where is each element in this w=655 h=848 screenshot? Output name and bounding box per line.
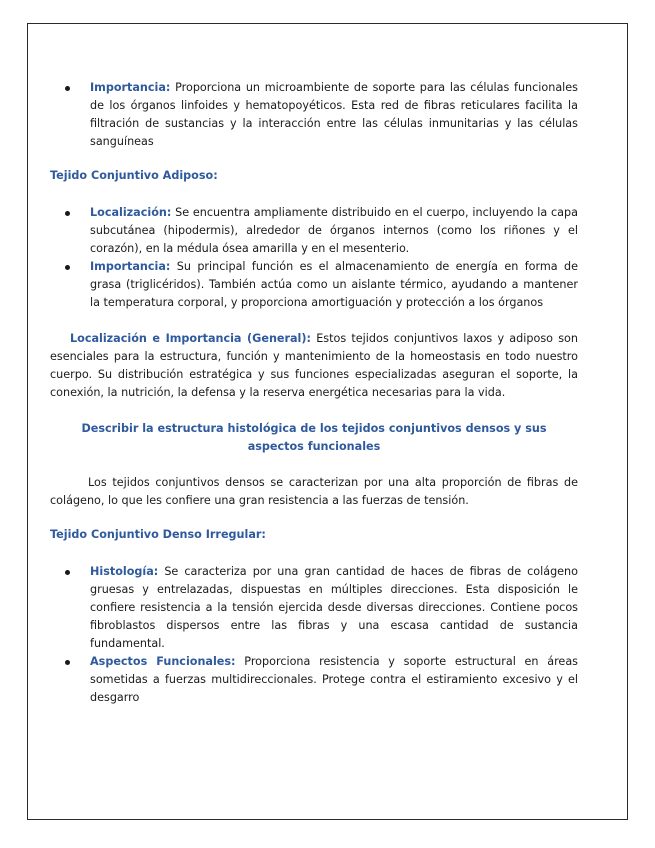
section-title-line: aspectos funcionales xyxy=(247,440,381,453)
bullet-icon xyxy=(65,265,70,270)
general-label: Localización e Importancia (General): xyxy=(70,332,311,345)
adiposo-heading: Tejido Conjuntivo Adiposo: xyxy=(50,169,218,182)
general-text: Estos tejidos conjuntivos laxos y adiposo son esenciales para la estructura, función y mantenimiento de la homeostasis en todo nuestro cuerpo. Su distribución estratégica y sus funciones especializadas aseguran el soporte, la conexión, la nutrición, la defensa y la reserva energética necesarias para la vida. xyxy=(50,332,578,399)
bullet-icon xyxy=(65,570,70,575)
section-title xyxy=(50,420,578,456)
denso-heading: Tejido Conjuntivo Denso Irregular: xyxy=(50,528,266,541)
section-title-line: Describir la estructura histológica de los tejidos conjuntivos densos y sus xyxy=(81,422,547,435)
item-text: Se caracteriza por una gran cantidad de haces de fibras de colágeno gruesas y entrelazadas, dispuestas en múltiples direcciones. Esta disposición le confiere resistencia a la tensión ejercida desde diversas direcciones. Contiene pocos fibroblastos dispersos entre las fibras y una escasa cantidad de sustancia fundamental. xyxy=(90,565,578,650)
item-text: Su principal función es el almacenamiento de energía en forma de grasa (triglicéridos). También actúa como un aislante térmico, ayudando a mantener la temperatura corporal, y proporciona amortiguación y protección a los órganos xyxy=(90,260,578,309)
bullet-icon xyxy=(65,660,70,665)
item-label: Localización: xyxy=(90,206,172,219)
list-item xyxy=(50,563,578,653)
list-item xyxy=(50,79,578,151)
item-label: Aspectos Funcionales: xyxy=(90,655,236,668)
item-text: Se encuentra ampliamente distribuido en el cuerpo, incluyendo la capa subcutánea (hipodermis), alrededor de órganos internos (como los riñones y el corazón), en la médula ósea amarilla y en el mesenterio. xyxy=(90,206,578,255)
list-item xyxy=(50,258,578,312)
item-label: Importancia: xyxy=(90,260,171,273)
bullet-icon xyxy=(65,211,70,216)
adiposo-list xyxy=(50,204,578,312)
item-text: Proporciona un microambiente de soporte para las células funcionales de los órganos linfoides y hematopoyéticos. Esta red de fibras reticulares facilita la filtración de sustancias y la interacción entre las células inmunitarias y las células sanguíneas xyxy=(90,81,578,148)
intro-paragraph: Los tejidos conjuntivos densos se caracterizan por una alta proporción de fibras de colágeno, lo que les confiere una gran resistencia a las fuerzas de tensión. xyxy=(50,476,578,507)
list-item xyxy=(50,204,578,258)
item-text: Proporciona resistencia y soporte estructural en áreas sometidas a fuerzas multidireccionales. Protege contra el estiramiento excesivo y el desgarro xyxy=(90,655,579,704)
list-item xyxy=(50,653,578,707)
reticular-list xyxy=(50,79,578,151)
item-label: Importancia: xyxy=(90,81,171,94)
document-content xyxy=(50,56,578,707)
denso-list xyxy=(50,563,578,707)
bullet-icon xyxy=(65,86,70,91)
general-paragraph xyxy=(50,330,578,402)
item-label: Histología: xyxy=(90,565,159,578)
